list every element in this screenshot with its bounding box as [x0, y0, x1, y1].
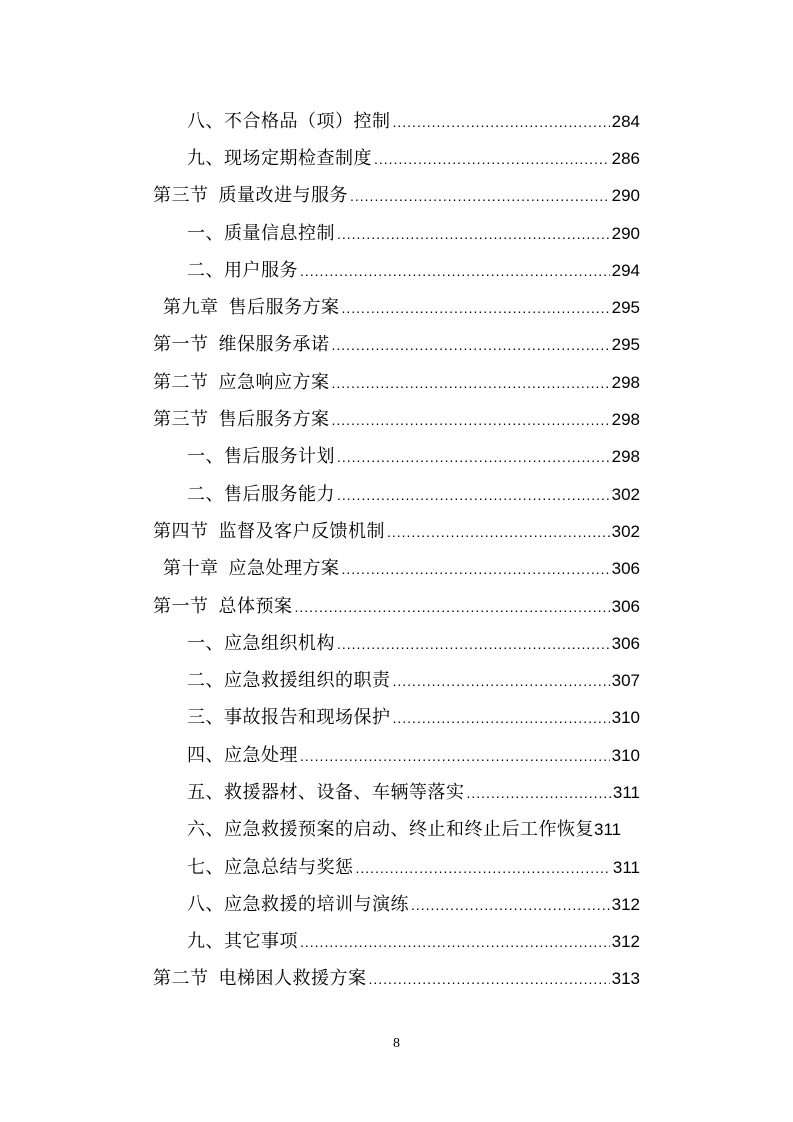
toc-entry-page: 306	[611, 559, 640, 579]
toc-entry[interactable]	[0, 138, 793, 175]
table-of-contents	[0, 101, 793, 996]
toc-entry-page: 311	[594, 820, 622, 840]
toc-entry[interactable]	[0, 176, 793, 213]
dot-leader	[295, 599, 610, 615]
toc-entry-page: 312	[611, 894, 640, 914]
toc-entry-prefix: 一、	[187, 222, 224, 244]
toc-entry-title: 售后服务计划	[224, 446, 335, 468]
toc-entry-prefix: 三、	[187, 707, 224, 729]
toc-entry-page: 310	[611, 745, 640, 765]
toc-entry[interactable]	[0, 511, 793, 548]
toc-entry[interactable]	[0, 959, 793, 996]
toc-entry[interactable]	[0, 287, 793, 324]
toc-entry-prefix: 第一节	[153, 595, 209, 617]
toc-entry[interactable]	[0, 362, 793, 399]
dot-leader	[350, 188, 610, 204]
toc-entry-page: 298	[611, 447, 640, 467]
toc-entry-title: 电梯困人救援方案	[218, 968, 367, 990]
toc-entry-prefix: 第九章	[163, 297, 219, 319]
toc-entry-title: 售后服务方案	[218, 409, 330, 431]
toc-entry-page: 311	[612, 857, 640, 877]
toc-entry-title: 维保服务承诺	[218, 334, 330, 356]
toc-entry-title: 应急救援组织的职责	[224, 670, 391, 692]
dot-leader	[300, 934, 610, 950]
toc-entry-page: 284	[611, 111, 640, 131]
toc-entry-prefix: 二、	[187, 483, 224, 505]
dot-leader	[374, 151, 610, 167]
toc-entry[interactable]	[0, 660, 793, 697]
dot-leader	[332, 412, 610, 428]
toc-entry-prefix: 八、	[187, 110, 224, 132]
toc-entry-prefix: 第二节	[153, 968, 209, 990]
toc-entry[interactable]	[0, 250, 793, 287]
toc-entry-page: 306	[611, 633, 640, 653]
dot-leader	[356, 860, 611, 876]
toc-entry-prefix: 二、	[187, 259, 224, 281]
toc-entry[interactable]	[0, 810, 793, 847]
dot-leader	[393, 710, 610, 726]
toc-entry-title: 应急组织机构	[224, 632, 335, 654]
toc-entry-title: 用户服务	[224, 259, 298, 281]
toc-entry[interactable]	[0, 549, 793, 586]
toc-entry-title: 质量信息控制	[224, 222, 335, 244]
toc-entry-prefix: 第一节	[153, 334, 209, 356]
toc-entry-title: 质量改进与服务	[218, 185, 348, 207]
dot-leader	[332, 337, 610, 353]
toc-entry-prefix: 九、	[187, 931, 224, 953]
toc-entry[interactable]	[0, 884, 793, 921]
dot-leader	[393, 673, 610, 689]
toc-entry[interactable]	[0, 623, 793, 660]
toc-entry-title: 应急处理	[224, 744, 298, 766]
toc-entry-title: 现场定期检查制度	[224, 147, 372, 169]
toc-entry-prefix: 一、	[187, 446, 224, 468]
toc-entry[interactable]	[0, 325, 793, 362]
toc-entry-page: 295	[611, 335, 640, 355]
toc-entry-page: 302	[611, 484, 640, 504]
dot-leader	[342, 300, 610, 316]
toc-entry[interactable]	[0, 399, 793, 436]
toc-entry-page: 286	[611, 148, 640, 168]
toc-entry-title: 应急处理方案	[228, 558, 340, 580]
toc-entry-prefix: 四、	[187, 744, 224, 766]
dot-leader	[337, 449, 610, 465]
toc-entry[interactable]	[0, 586, 793, 623]
toc-entry-page: 298	[611, 372, 640, 392]
toc-entry-page: 294	[611, 260, 640, 280]
toc-entry-page: 311	[612, 782, 640, 802]
toc-entry-page: 298	[611, 410, 640, 430]
toc-entry-title: 救援器材、设备、车辆等落实	[224, 781, 465, 803]
toc-entry-page: 312	[611, 932, 640, 952]
toc-entry[interactable]	[0, 772, 793, 809]
toc-entry[interactable]	[0, 437, 793, 474]
dot-leader	[387, 524, 610, 540]
dot-leader	[337, 226, 610, 242]
toc-entry[interactable]	[0, 474, 793, 511]
toc-entry-prefix: 第十章	[163, 558, 219, 580]
dot-leader	[337, 636, 610, 652]
toc-entry-title: 售后服务能力	[224, 483, 335, 505]
toc-entry-page: 290	[611, 223, 640, 243]
dot-leader	[300, 748, 610, 764]
toc-entry-page: 295	[611, 298, 640, 318]
toc-entry[interactable]	[0, 847, 793, 884]
toc-entry-title: 其它事项	[224, 931, 298, 953]
dot-leader	[393, 114, 610, 130]
dot-leader	[369, 971, 610, 987]
toc-entry[interactable]	[0, 735, 793, 772]
dot-leader	[300, 263, 610, 279]
dot-leader	[411, 897, 610, 913]
toc-entry-prefix: 第二节	[153, 371, 209, 393]
toc-entry-title: 售后服务方案	[228, 297, 340, 319]
toc-entry-page: 290	[611, 186, 640, 206]
toc-entry[interactable]	[0, 101, 793, 138]
toc-entry-prefix: 六、	[187, 819, 224, 841]
toc-entry-page: 307	[611, 671, 640, 691]
dot-leader	[337, 487, 610, 503]
toc-entry-title: 应急救援的培训与演练	[224, 893, 409, 915]
toc-entry-prefix: 第四节	[153, 520, 209, 542]
toc-entry-prefix: 第三节	[153, 185, 209, 207]
toc-entry[interactable]	[0, 922, 793, 959]
page-number: 8	[393, 1036, 400, 1051]
toc-entry-prefix: 九、	[187, 147, 224, 169]
toc-entry-prefix: 一、	[187, 632, 224, 654]
toc-entry-page: 313	[611, 969, 640, 989]
dot-leader	[332, 375, 610, 391]
dot-leader	[342, 561, 610, 577]
toc-entry-prefix: 第三节	[153, 409, 209, 431]
toc-entry[interactable]	[0, 698, 793, 735]
toc-entry-prefix: 七、	[187, 856, 224, 878]
toc-entry-title: 监督及客户反馈机制	[218, 520, 385, 542]
toc-entry-page: 302	[611, 521, 640, 541]
toc-entry-prefix: 八、	[187, 893, 224, 915]
dot-leader	[467, 785, 611, 801]
toc-entry-prefix: 五、	[187, 781, 224, 803]
toc-entry-title: 应急响应方案	[218, 371, 330, 393]
toc-entry-title: 总体预案	[218, 595, 293, 617]
toc-entry-page: 306	[611, 596, 640, 616]
toc-entry-page: 310	[611, 708, 640, 728]
toc-entry-title: 不合格品（项）控制	[224, 110, 391, 132]
toc-entry-title: 应急救援预案的启动、终止和终止后工作恢复	[224, 819, 594, 841]
toc-entry-title: 应急总结与奖惩	[224, 856, 354, 878]
toc-entry-title: 事故报告和现场保护	[224, 707, 391, 729]
toc-entry[interactable]	[0, 213, 793, 250]
toc-entry-prefix: 二、	[187, 670, 224, 692]
